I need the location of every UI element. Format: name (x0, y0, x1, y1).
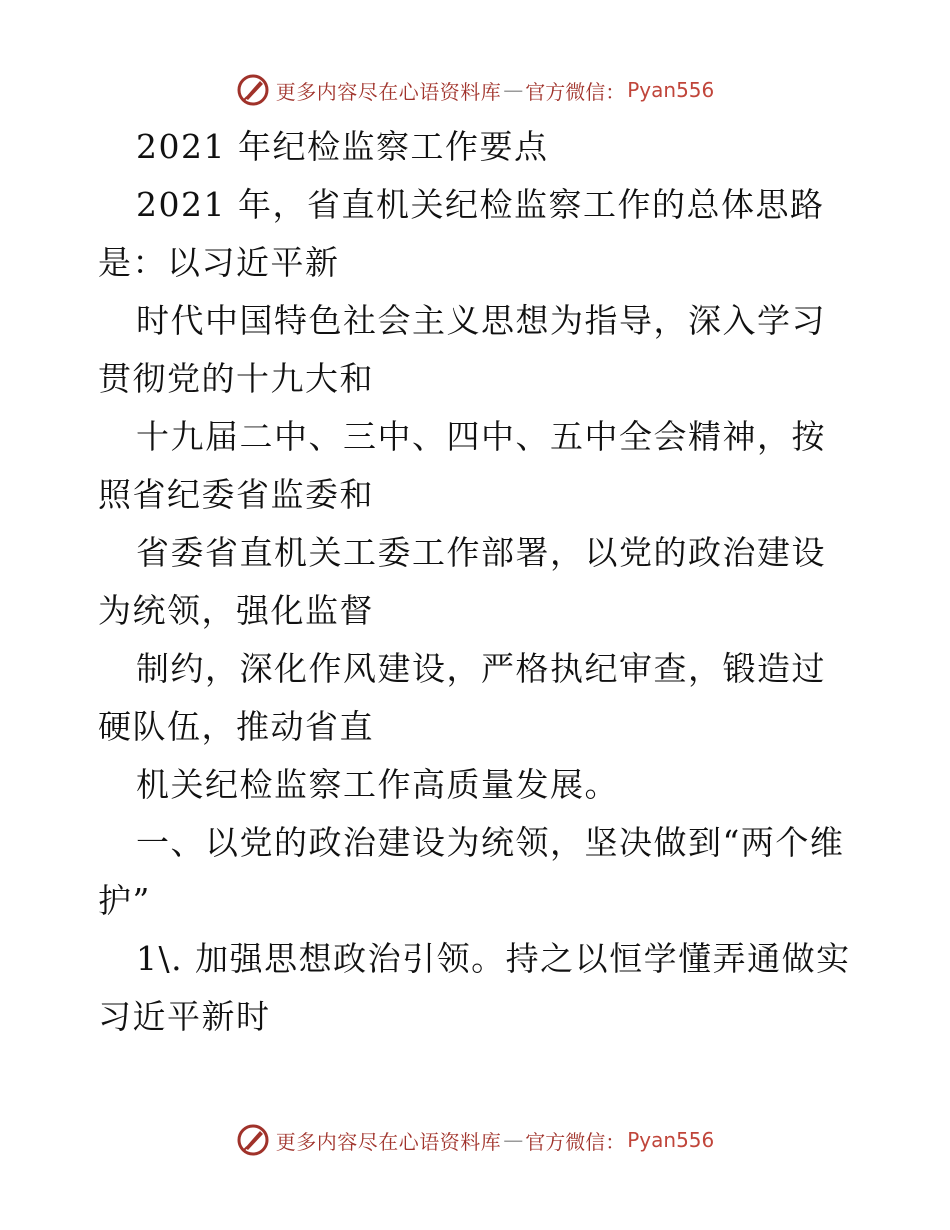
document-title: 2021 年纪检监察工作要点 (136, 127, 549, 166)
banner-wechat-label: 官方微信： (525, 1129, 626, 1154)
paragraph: 制约，深化作风建设，严格执纪审查，锻造过硬队伍，推动省直 (98, 649, 826, 746)
banner-wechat-id: Pyan556 (627, 78, 715, 102)
paragraph: 2021 年，省直机关纪检监察工作的总体思路是：以习近平新 (98, 185, 825, 282)
banner-text: 更多内容尽在心语资料库 (275, 1129, 502, 1154)
section-heading: 一、以党的政治建设为统领，坚决做到“两个维护” (98, 823, 845, 920)
paragraph: 时代中国特色社会主义思想为指导，深入学习贯彻党的十九大和 (98, 301, 826, 398)
banner-dash: — (503, 1128, 524, 1152)
header-banner (0, 70, 950, 110)
footer-banner (0, 1120, 950, 1160)
paragraph: 机关纪检监察工作高质量发展。 (136, 765, 619, 804)
paragraph: 省委省直机关工委工作部署，以党的政治建设为统领，强化监督 (98, 533, 826, 630)
paragraph: 1\. 加强思想政治引领。持之以恒学懂弄通做实习近平新时 (98, 939, 851, 1036)
paragraph: 十九届二中、三中、四中、五中全会精神，按照省纪委省监委和 (98, 417, 826, 514)
banner-wechat-id: Pyan556 (627, 1128, 715, 1152)
quill-logo-icon (236, 1123, 270, 1157)
banner-wechat-label: 官方微信： (525, 79, 626, 104)
banner-text: 更多内容尽在心语资料库 (275, 79, 502, 104)
banner-dash: — (503, 78, 524, 102)
document-body (98, 118, 858, 1046)
quill-logo-icon (236, 73, 270, 107)
